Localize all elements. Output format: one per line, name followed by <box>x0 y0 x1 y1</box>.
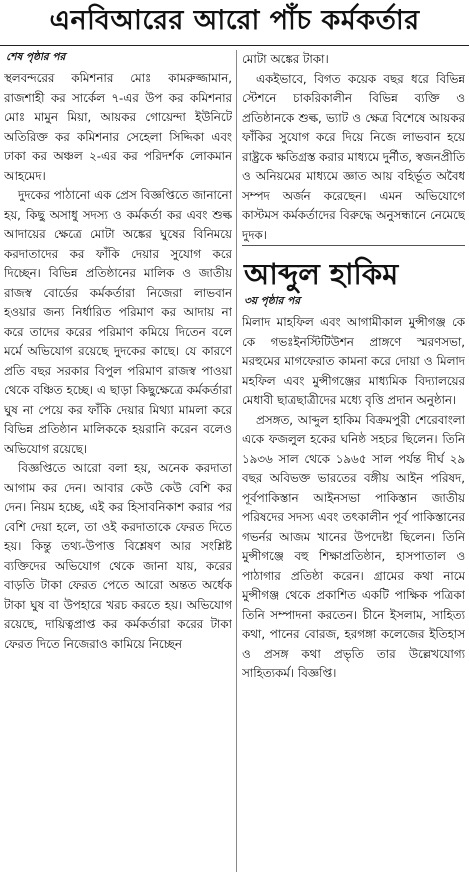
article-paragraph: দুদকের পাঠানো এক প্রেস বিজ্ঞপ্তিতে জানানো হয়, কিছু অসাধু সদস্য ও কর্মকর্তা কর এবং শুল্ক আদায়ের ক্ষেত্রে মোটা অঙ্কের ঘুষের বিনিময়ে করদাতাদের কর ফাঁকি দেয়ার সুযোগ করে দিচ্ছেন। বিভিন্ন প্রতিষ্ঠানের মালিক ও জাতীয় রাজস্ব বোর্ডের কর্মকর্তারা নিজেরা লাভবান হওয়ার জন্য নির্ধারিত পরিমাণ কর আদায় না করে তাদের করের পরিমাণ কমিয়ে দিতেন বলে মর্মে অভিযোগ রয়েছে দুদকের কাছে। যে কারণে প্রতি বছর সরকার বিপুল পরিমাণ রাজস্ব পাওয়া থেকে বঞ্চিত হচ্ছে। এ ছাড়া কিছুক্ষেত্রে কর্মকর্তারা ঘুষ না পেয়ে কর ফাঁকি দেয়ার মিথ্যা মামলা করে বিভিন্ন প্রতিষ্ঠান মালিককে হয়রানি করেন বলেও অভিযোগ রয়েছে। <box>4 188 232 456</box>
sub-continued-label: ৩য় পৃষ্ঠার পর <box>244 295 301 307</box>
right-column <box>242 50 465 872</box>
sub-article-paragraph: প্রসঙ্গত, আব্দুল হাকিম বিক্রমপুরী শেরেবাংলা একে ফজলুল হকের ঘনিষ্ঠ সহচর ছিলেন। তিনি ১৯৩৬ সাল থেকে ১৯৬৫ সাল পর্যন্ত দীর্ঘ ২৯ বছর অবিভক্ত ভারতের বঙ্গীয় আইন পরিষদ, পূর্বপাকিস্তান আইনসভা পাকিস্তান জাতীয় পরিষদের সদস্য এবং তৎকালীন পূর্ব পাকিস্তানের গভর্নর আজম খানের উপদেষ্টা ছিলেন। তিনি মুন্সীগঞ্জে বহু শিক্ষাপ্রতিষ্ঠান, হাসপাতাল ও পাঠাগার প্রতিষ্ঠা করেন। গ্রামের কথা নামে মুন্সীগঞ্জ থেকে প্রকাশিত একটি পাক্ষিক পত্রিকা তিনি সম্পাদনা করতেন। চীনে ইসলাম, সাহিত্য কথা, পানের বোরজ, হরগঙ্গা কলেজের ইতিহাস ও প্রসঙ্গ কথা প্রভৃতি তার উল্লেখযোগ্য সাহিত্যকর্ম। বিজ্ঞপ্তি। <box>242 412 465 680</box>
article-headline: এনবিআরের আরো পাঁচ কর্মকর্তার <box>0 0 469 46</box>
sub-article-paragraph: মিলাদ মাহফিল এবং আগামীকাল মুন্সীগঞ্জ কে কে গভঃইনস্টিটিউশন প্রাঙ্গণে স্মরণসভা, মরহুমের মাগফেরাত কামনা করে দোয়া ও মিলাদ মহফিল এবং মুন্সীগঞ্জের মাধ্যমিক বিদ্যালয়ের মেধাবী ছাত্রছাত্রীদের মধ্যে বৃত্তি প্রদান অনুষ্ঠান। <box>242 315 465 407</box>
column-divider <box>236 50 237 872</box>
sub-article-headline: আব্দুল হাকিম <box>244 257 399 291</box>
left-column <box>4 50 232 872</box>
continued-label: শেষ পৃষ্ঠার পর <box>6 51 66 63</box>
article-paragraph: স্থলবন্দরের কমিশনার মোঃ কামরুজ্জামান, রাজশাহী কর সার্কেল ৭-এর উপ কর কমিশনার মোঃ মামুন মিয়া, আয়কর গোয়েন্দা ইউনিটে অতিরিক্ত কর কমিশনার সেহেলা সিদ্দিকা এবং ঢাকা কর অঞ্চল ২-এর কর পরিদর্শক লোকমান আহমেদ। <box>4 71 232 183</box>
section-rule <box>242 245 465 246</box>
article-paragraph: বিজ্ঞপ্তিতে আরো বলা হয়, অনেক করদাতা আগাম কর দেন। আবার কেউ কেউ বেশি কর দেন। নিয়ম হচ্ছে, এই কর হিসাবনিকাশ করার পর বেশি দেয়া হলে, তা ওই করদাতাকে ফেরত দিতে হয়। কিন্তু তথ্য-উপাত্ত বিশ্লেষণ আর সংশ্লিষ্ট ব্যক্তিদের অভিযোগ থেকে জানা যায়, করের বাড়তি টাকা ফেরত পেতে আরো অন্তত অর্ধেক টাকা ঘুষ বা উপহারে খরচ করতে হয়। অভিযোগ রয়েছে, দায়িত্বপ্রাপ্ত কর কর্মকর্তারা করের টাকা ফেরত দিতে নিজেরাও কামিয়ে নিচ্ছেন <box>4 461 232 651</box>
article-paragraph: মোটা অঙ্কের টাকা। <box>242 52 329 66</box>
article-paragraph: একইভাবে, বিগত কয়েক বছর ধরে বিভিন্ন স্টেশনে চাকরিকালীন বিভিন্ন ব্যক্তি ও প্রতিষ্ঠানকে শুল্ক, ভ্যাট ও ক্ষেত্র বিশেষে আয়কর ফাঁকির সুযোগ করে দিয়ে নিজে লাভবান হয়ে রাষ্ট্রকে ক্ষতিগ্রস্ত করার মাধ্যমে দুর্নীত, স্বজনপ্রীতি ও অনিয়মের মাধ্যমে জ্ঞাত আয় বহির্ভূত অবৈধ সম্পদ অর্জন করেছেন। এমন অভিযোগে কাস্টমস কর্মকর্তাদের বিরুদ্ধে অনুসন্ধানে নেমেছে দুদক। <box>242 71 465 242</box>
